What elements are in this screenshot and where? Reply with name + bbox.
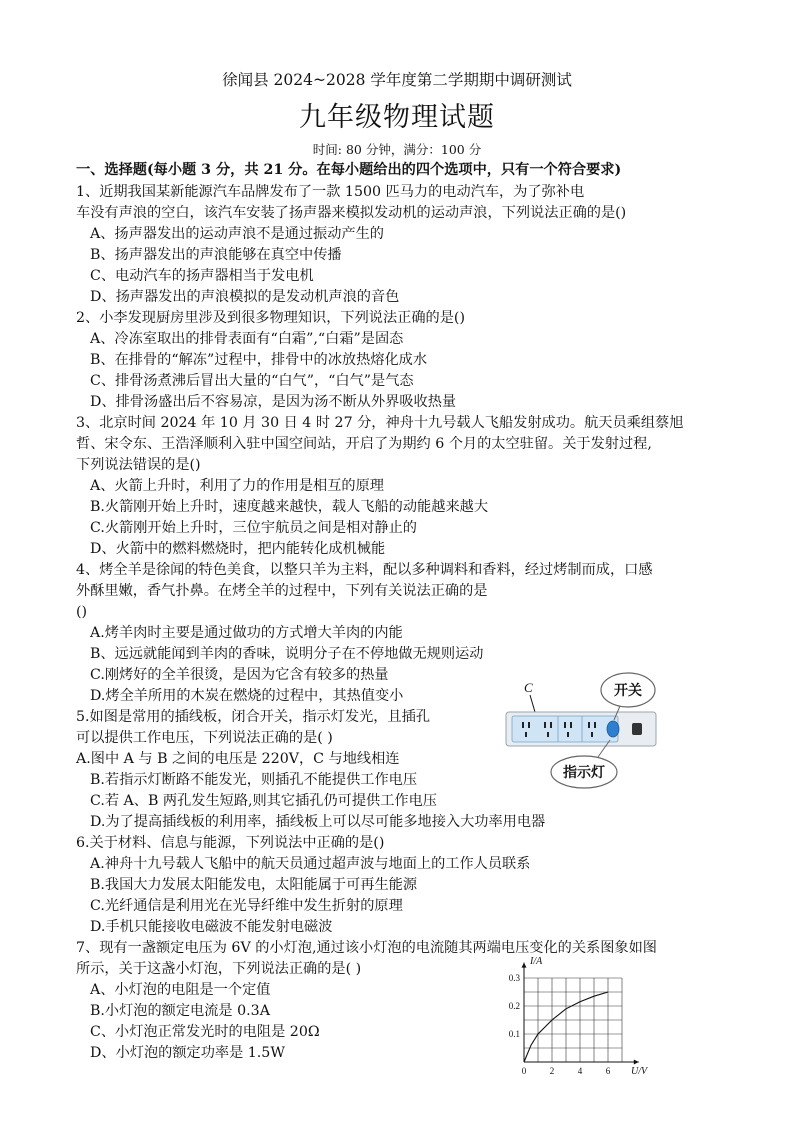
q2-option-c: C、排骨汤煮沸后冒出大量的“白气”，“白气”是气态 [90, 373, 414, 389]
iu-graph [496, 952, 661, 1082]
q5-stem-line: 可以提供工作电压，下列说法正确的是( ) [76, 730, 333, 746]
y-tick-label: 0.3 [508, 973, 520, 983]
q6-stem-line: 6.关于材料、信息与能源，下列说法中正确的是() [76, 835, 385, 851]
q4-stem-line: () [76, 604, 88, 620]
q4-option-b: B、远远就能闻到羊肉的香味，说明分子在不停地做无规则运动 [90, 646, 484, 662]
exam-meta: 时间: 80 分钟，满分：100 分 [312, 142, 482, 157]
q5-stem-line: 5.如图是常用的插线板，闭合开关，指示灯发光，且插孔 [76, 709, 431, 725]
q3-stem-line: 下列说法错误的是() [76, 457, 201, 473]
y-tick-label: 0.1 [508, 1029, 520, 1039]
q4-option-c: C.刚烤好的全羊很烫，是因为它含有较多的热量 [90, 667, 389, 683]
x-axis-arrow [634, 1060, 639, 1065]
q1-stem-line: 1、近期我国某新能源汽车品牌发布了一款 1500 匹马力的电动汽车，为了弥补电 [76, 184, 585, 200]
q7-option-b: B.小灯泡的额定电流是 0.3A [90, 1003, 270, 1019]
q3-option-d: D、火箭中的燃料燃烧时，把内能转化成机械能 [90, 541, 386, 557]
q5-option-c: C.若 A、B 两孔发生短路,则其它插孔仍可提供工作电压 [90, 793, 437, 809]
q3-stem-line: 3、北京时间 2024 年 10 月 30 日 4 时 27 分，神舟十九号载人飞船发射成功。航天员乘组蔡旭 [76, 415, 684, 431]
q2-stem-line: 2、小李发现厨房里涉及到很多物理知识，下列说法正确的是() [76, 310, 465, 326]
q2-option-a: A、冷冻室取出的排骨表面有“白霜”,“白霜”是固态 [90, 331, 404, 347]
q7-option-c: C、小灯泡正常发光时的电阻是 20Ω [90, 1024, 320, 1040]
exam-title: 九年级物理试题 [299, 102, 495, 133]
socket-panel [512, 716, 618, 742]
q6-option-c: C.光纤通信是利用光在光导纤维中发生折射的原理 [90, 898, 403, 914]
y-axis-label: I/A [530, 956, 543, 967]
q3-option-a: A、火箭上升时，利用了力的作用是相互的原理 [90, 478, 384, 494]
q1-option-d: D、扬声器发出的声浪模拟的是发动机声浪的音色 [90, 289, 400, 305]
switch-button [607, 721, 619, 737]
q4-option-a: A.烤羊肉时主要是通过做功的方式增大羊肉的内能 [90, 625, 403, 641]
q7-option-a: A、小灯泡的电阻是一个定值 [90, 982, 271, 998]
exam-subtitle: 徐闻县 2024~2028 学年度第二学期期中调研测试 [222, 71, 572, 89]
y-axis-arrow [522, 963, 527, 968]
figure-label-c: C [524, 680, 533, 695]
q1-option-c: C、电动汽车的扬声器相当于发电机 [90, 268, 314, 284]
q4-stem-line: 4、烤全羊是徐闻的特色美食，以整只羊为主料，配以多种调料和香料，经过烤制而成，口感 [76, 562, 653, 578]
indicator-callout-text: 指示灯 [563, 765, 605, 781]
x-tick-label: 0 [521, 1066, 527, 1076]
q6-option-a: A.神舟十九号载人飞船中的航天员通过超声波与地面上的工作人员联系 [90, 856, 531, 872]
q4-option-d: D.烤全羊所用的木炭在燃烧的过程中，其热值变小 [90, 688, 404, 704]
power-strip-figure [500, 668, 670, 790]
q7-option-d: D、小灯泡的额定功率是 1.5W [90, 1045, 285, 1061]
chart-grid [524, 978, 622, 1062]
x-axis-label: U/V [631, 1066, 648, 1077]
q3-option-c: C.火箭刚开始上升时，三位宇航员之间是相对静止的 [90, 520, 417, 536]
q3-stem-line: 哲、宋令东、王浩泽顺利入驻中国空间站，开启了为期约 6 个月的太空驻留。关于发射过程, [76, 436, 652, 452]
q1-stem-line: 车没有声浪的空白，该汽车安装了扬声器来模拟发动机的运动声浪，下列说法正确的是() [76, 205, 627, 221]
q6-option-b: B.我国大力发展太阳能发电，太阳能属于可再生能源 [90, 877, 418, 893]
x-tick-label: 2 [549, 1066, 555, 1076]
switch-callout-text: 开关 [614, 683, 642, 699]
q2-option-d: D、排骨汤盛出后不容易凉，是因为汤不断从外界吸收热量 [90, 394, 457, 410]
q5-option-d: D.为了提高插线板的利用率，插线板上可以尽可能多地接入大功率用电器 [90, 814, 546, 830]
q5-option-a: A.图中 A 与 B 之间的电压是 220V，C 与地线相连 [76, 751, 400, 767]
section-heading: 一、选择题(每小题 3 分，共 21 分。在每小题给出的四个选项中，只有一个符合要求) [76, 162, 622, 178]
q3-option-b: B.火箭刚开始上升时，速度越来越快，载人飞船的动能越来越大 [90, 499, 489, 515]
q1-option-a: A、扬声器发出的运动声浪不是通过振动产生的 [90, 226, 384, 242]
q5-option-b: B.若指示灯断路不能发光，则插孔不能提供工作电压 [90, 772, 418, 788]
q7-stem-line: 所示，关于这盏小灯泡，下列说法正确的是( ) [76, 961, 362, 977]
y-tick-label: 0.2 [508, 1001, 520, 1011]
q6-option-d: D.手机只能接收电磁波不能发射电磁波 [90, 919, 333, 935]
label-c-leader [530, 695, 535, 712]
q4-stem-line: 外酥里嫩，香气扑鼻。在烤全羊的过程中，下列有关说法正确的是 [76, 583, 488, 599]
x-tick-label: 6 [605, 1066, 611, 1076]
q2-option-b: B、在排骨的“解冻”过程中，排骨中的冰放热熔化成水 [90, 352, 428, 368]
indicator-light [632, 723, 642, 735]
x-tick-label: 4 [577, 1066, 583, 1076]
q1-option-b: B、扬声器发出的声浪能够在真空中传播 [90, 247, 342, 263]
q7-stem-line: 7、现有一盏额定电压为 6V 的小灯泡,通过该小灯泡的电流随其两端电压变化的关系图象如图 [76, 940, 657, 956]
